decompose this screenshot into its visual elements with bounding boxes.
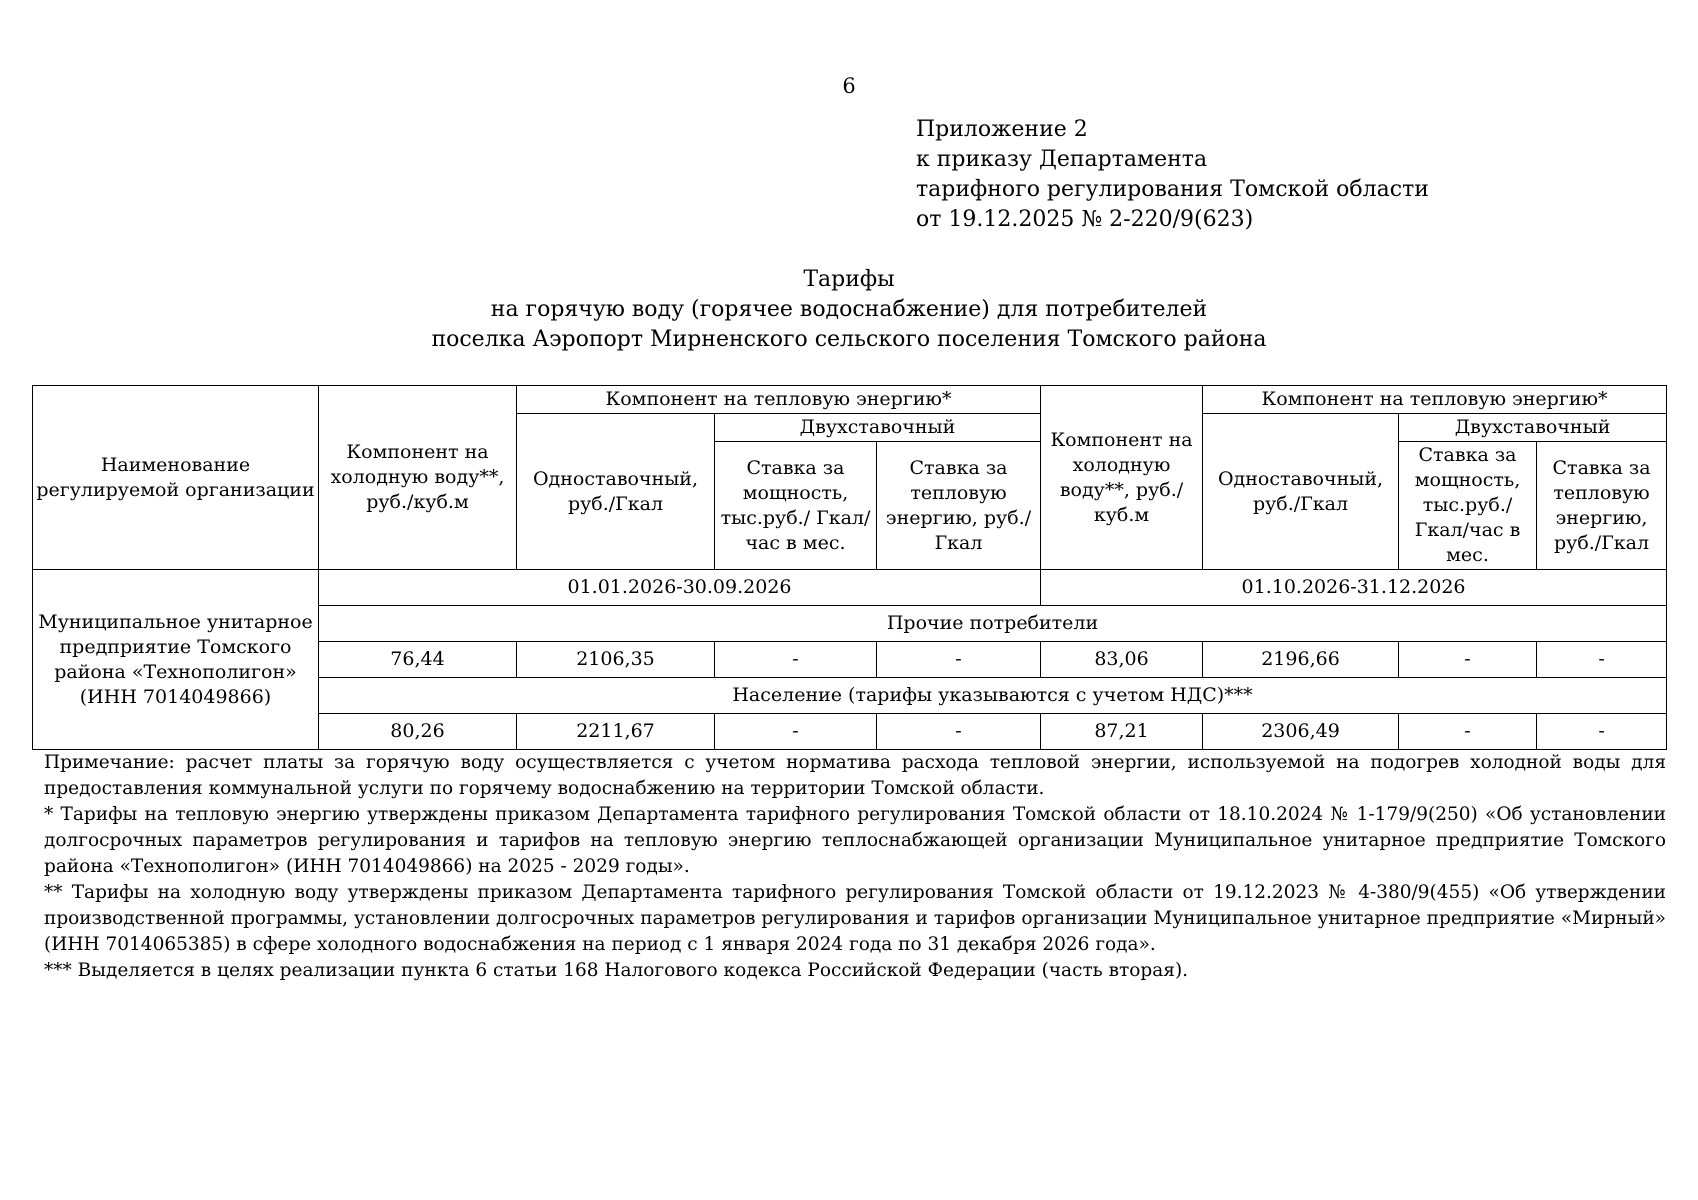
header-org-name: Наименование регулируемой организации bbox=[33, 386, 319, 570]
tariff-table bbox=[32, 385, 1667, 750]
group-label: Прочие потребители bbox=[319, 606, 1667, 642]
value-cell: 2196,66 bbox=[1203, 642, 1399, 678]
header-single-rate-2: Одноставочный, руб./Гкал bbox=[1203, 414, 1399, 570]
value-cell: 2106,35 bbox=[517, 642, 715, 678]
header-single-rate: Одноставочный, руб./Гкал bbox=[517, 414, 715, 570]
appendix-line: от 19.12.2025 № 2-220/9(623) bbox=[916, 207, 1254, 232]
header-energy-rate: Ставка за тепловую энергию, руб./Гкал bbox=[877, 442, 1041, 570]
value-cell: - bbox=[715, 714, 877, 750]
note-paragraph: ** Тарифы на холодную воду утверждены приказом Департамента тарифного регулирования Томской области от 19.12.2023 № 4-380/9(455) «Об утверждении производственной программы, установлении долгосрочных параметров регулирования и тарифов организации Муниципальное унитарное предприятие «Мирный» (ИНН 7014065385) в сфере холодного водоснабжения на период с 1 января 2024 года по 31 декабря 2026 года». bbox=[44, 882, 1666, 955]
header-two-rate-2: Двухставочный bbox=[1399, 414, 1667, 442]
value-cell: - bbox=[1399, 642, 1537, 678]
value-cell: 83,06 bbox=[1041, 642, 1203, 678]
period-cell: 01.10.2026-31.12.2026 bbox=[1041, 570, 1667, 606]
org-name-cell: Муниципальное унитарное предприятие Томского района «Технополигон» (ИНН 7014049866) bbox=[33, 570, 319, 750]
value-cell: - bbox=[715, 642, 877, 678]
notes-block bbox=[44, 750, 1666, 984]
title-line: Тарифы bbox=[803, 267, 895, 292]
value-cell: - bbox=[1537, 642, 1667, 678]
note-paragraph: * Тарифы на тепловую энергию утверждены приказом Департамента тарифного регулирования Томской области от 18.10.2024 № 1-179/9(250) «Об установлении долгосрочных параметров регулирования и тарифов на тепловую энергию теплоснабжающей организации Муниципальное унитарное предприятие Томского района «Технополигон» (ИНН 7014049866) на 2025 - 2029 годы». bbox=[44, 804, 1666, 877]
header-cold-water-2: Компонент на холодную воду**, руб./куб.м bbox=[1041, 386, 1203, 570]
note-paragraph: Примечание: расчет платы за горячую воду осуществляется с учетом норматива расхода тепловой энергии, используемой на подогрев холодной воды для предоставления коммунальной услуги по горячему водоснабжению на территории Томской области. bbox=[44, 752, 1666, 799]
header-capacity-rate: Ставка за мощность, тыс.руб./ Гкал/час в мес. bbox=[715, 442, 877, 570]
appendix-line: к приказу Департамента bbox=[916, 147, 1208, 172]
value-cell: 80,26 bbox=[319, 714, 517, 750]
period-cell: 01.01.2026-30.09.2026 bbox=[319, 570, 1041, 606]
header-heat-component: Компонент на тепловую энергию* bbox=[517, 386, 1041, 414]
header-capacity-rate-2: Ставка за мощность, тыс.руб./ Гкал/час в мес. bbox=[1399, 442, 1537, 570]
header-heat-component-2: Компонент на тепловую энергию* bbox=[1203, 386, 1667, 414]
value-cell: 2211,67 bbox=[517, 714, 715, 750]
page-number: 6 bbox=[842, 74, 856, 98]
note-paragraph: *** Выделяется в целях реализации пункта 6 статьи 168 Налогового кодекса Российской Федерации (часть вторая). bbox=[44, 960, 1189, 981]
header-cold-water: Компонент на холодную воду**, руб./куб.м bbox=[319, 386, 517, 570]
value-cell: - bbox=[877, 642, 1041, 678]
header-energy-rate-2: Ставка за тепловую энергию, руб./Гкал bbox=[1537, 442, 1667, 570]
title-line: на горячую воду (горячее водоснабжение) для потребителей bbox=[490, 297, 1208, 322]
value-cell: 87,21 bbox=[1041, 714, 1203, 750]
title-line: поселка Аэропорт Мирненского сельского поселения Томского района bbox=[431, 327, 1267, 352]
appendix-line: тарифного регулирования Томской области bbox=[916, 177, 1429, 202]
group-label: Население (тарифы указываются с учетом НДС)*** bbox=[319, 678, 1667, 714]
document-title bbox=[0, 265, 1698, 355]
value-cell: - bbox=[1537, 714, 1667, 750]
value-cell: - bbox=[877, 714, 1041, 750]
value-cell: 2306,49 bbox=[1203, 714, 1399, 750]
header-two-rate: Двухставочный bbox=[715, 414, 1041, 442]
appendix-block bbox=[916, 115, 1429, 235]
value-cell: 76,44 bbox=[319, 642, 517, 678]
value-cell: - bbox=[1399, 714, 1537, 750]
appendix-line: Приложение 2 bbox=[916, 117, 1088, 142]
